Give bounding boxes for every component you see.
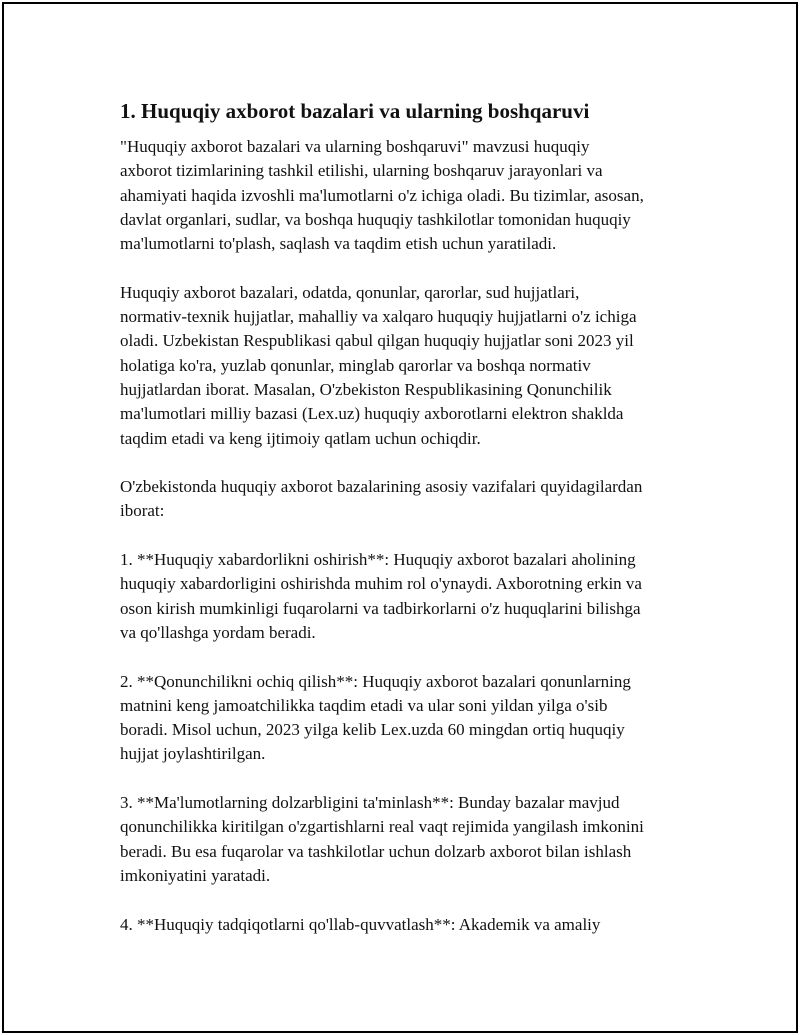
paragraph-spacer	[120, 451, 710, 475]
paragraph-spacer	[120, 524, 710, 548]
paragraph-spacer	[120, 767, 710, 791]
list-item-1: 1. **Huquqiy xabardorlikni oshirish**: Huquqiy axborot bazalari aholining huquqiy xabardorligini oshirishda muhim rol o'ynaydi. Axborotning erkin va oson kirish mumkinligi fuqarolarni va tadbirkorlarni o'z huquqlarini bilishga va qo'llashga yordam beradi.	[120, 550, 642, 642]
page-frame	[2, 2, 798, 1033]
document-title: 1. Huquqiy axborot bazalari va ularning boshqaruvi	[120, 99, 590, 123]
paragraph-spacer	[120, 256, 710, 280]
paragraph-spacer	[120, 645, 710, 669]
paragraph-intro: "Huquqiy axborot bazalari va ularning boshqaruvi" mavzusi huquqiy axborot tizimlarining tashkil etilishi, ularning boshqaruv jarayonlari va ahamiyati haqida izvoshli ma'lumotlarni o'z ichiga oladi. Bu tizimlar, asosan, davlat organlari, sudlar, va boshqa huquqiy tashkilotlar tomonidan huquqiy ma'lumotlarni to'plash, saqlash va taqdim etish uchun yaratiladi.	[120, 137, 644, 254]
list-item-2: 2. **Qonunchilikni ochiq qilish**: Huquqiy axborot bazalari qonunlarning matnini keng jamoatchilikka taqdim etadi va ular soni yildan yilga o'sib boradi. Misol uchun, 2023 yilga kelib Lex.uzda 60 mingdan ortiq huquqiy hujjat joylashtirilgan.	[120, 671, 631, 764]
list-item-4: 4. **Huquqiy tadqiqotlarni qo'llab-quvvatlash**: Akademik va amaliy	[120, 914, 601, 934]
paragraph-spacer	[120, 888, 710, 912]
document-body	[120, 97, 710, 937]
paragraph-tasks-intro: O'zbekistonda huquqiy axborot bazalarining asosiy vazifalari quyidagilardan iborat:	[120, 477, 643, 521]
list-item-3: 3. **Ma'lumotlarning dolzarbligini ta'minlash**: Bunday bazalar mavjud qonunchilikka kiritilgan o'zgartishlarni real vaqt rejimida yangilash imkonini beradi. Bu esa fuqarolar va tashkilotlar uchun dolzarb axborot bilan ishlash imkoniyatini yaratadi.	[120, 793, 644, 885]
paragraph-databases: Huquqiy axborot bazalari, odatda, qonunlar, qarorlar, sud hujjatlari, normativ-texnik hujjatlar, mahalliy va xalqaro huquqiy hujjatlarni o'z ichiga oladi. Uzbekistan Respublikasi qabul qilgan huquqiy hujjatlar soni 2023 yil holatiga ko'ra, yuzlab qonunlar, minglab qarorlar va boshqa normativ hujjatlardan iborat. Masalan, O'zbekiston Respublikasining Qonunchilik ma'lumotlari milliy bazasi (Lex.uz) huquqiy axborotlarni elektron shaklda taqdim etadi va keng ijtimoiy qatlam uchun ochiqdir.	[120, 282, 637, 448]
